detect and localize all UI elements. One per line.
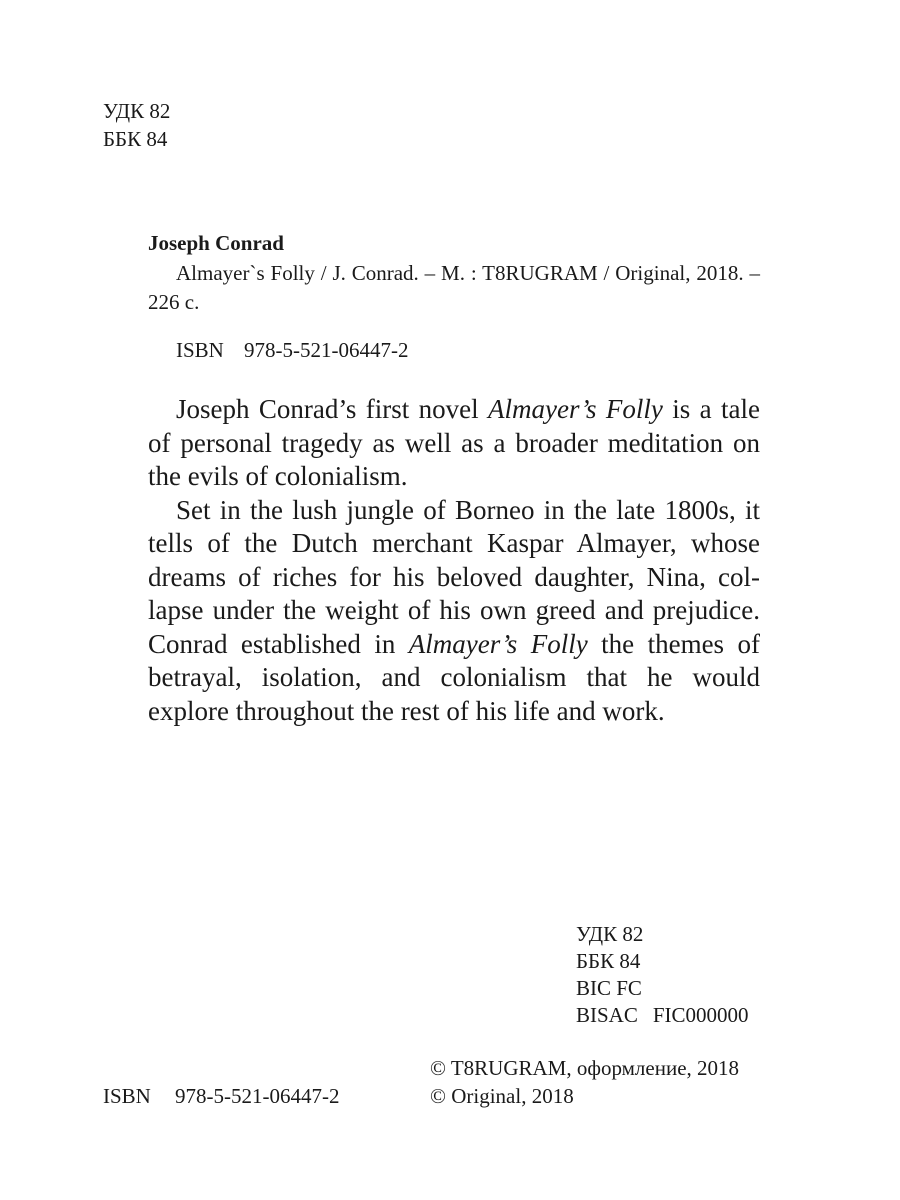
annotation-p1-text-start: Joseph Conrad’s first novel [176, 394, 489, 424]
udk-code: УДК 82 [576, 922, 644, 946]
isbn-catalog-line [176, 335, 408, 365]
classification-codes-bottom [576, 921, 749, 1029]
annotation-p2-text-end: the themes of betrayal, isolation, and colonialism that he would explore throughout the rest of his life and work. [148, 628, 760, 726]
annotation-text [148, 393, 760, 728]
bbk-code: ББК 84 [576, 949, 641, 973]
annotation-paragraph-2 [148, 494, 760, 729]
book-title-italic: Almayer’s Folly [488, 394, 663, 424]
bibliographic-description: Almayer`s Folly / J. Conrad. – M. : T8RUGRAM / Original, 2018. – 226 с. [148, 261, 760, 314]
udk-code: УДК 82 [103, 99, 171, 123]
bisac-code [576, 1002, 749, 1029]
isbn-number: 978-5-521-06447-2 [175, 1084, 340, 1108]
bisac-value: FIC000000 [652, 1003, 749, 1027]
bisac-label: BISAC [576, 1003, 638, 1027]
classification-codes-top [103, 97, 170, 153]
isbn-footer [103, 1082, 339, 1110]
bic-code: BIC FC [576, 976, 642, 1000]
bbk-code: ББК 84 [103, 127, 168, 151]
isbn-number: 978-5-521-06447-2 [244, 338, 409, 362]
copyright-line-publisher: © T8RUGRAM, оформление, 2018 [430, 1056, 740, 1080]
isbn-label: ISBN [103, 1084, 151, 1108]
copyright-line-original: © Original, 2018 [430, 1084, 574, 1108]
book-title-italic: Almayer’s Folly [408, 628, 588, 659]
isbn-label: ISBN [176, 338, 224, 362]
copyright-notices [430, 1054, 739, 1110]
author-heading: Joseph Conrad [148, 231, 284, 255]
annotation-p2-text-start: Set in the lush jungle of Borneo in the late 1800s, it tells of the Dutch merchant Kaspar Almayer, whose dreams of riches for his beloved daughter, Nina, collapse under the weight of his own greed and prejudice. Conrad established in [148, 494, 760, 659]
annotation-paragraph-1 [148, 393, 760, 494]
annotation-p1-text-end: is a tale of personal tragedy as well as a broader meditation on the evils of colonialism. [148, 394, 760, 491]
